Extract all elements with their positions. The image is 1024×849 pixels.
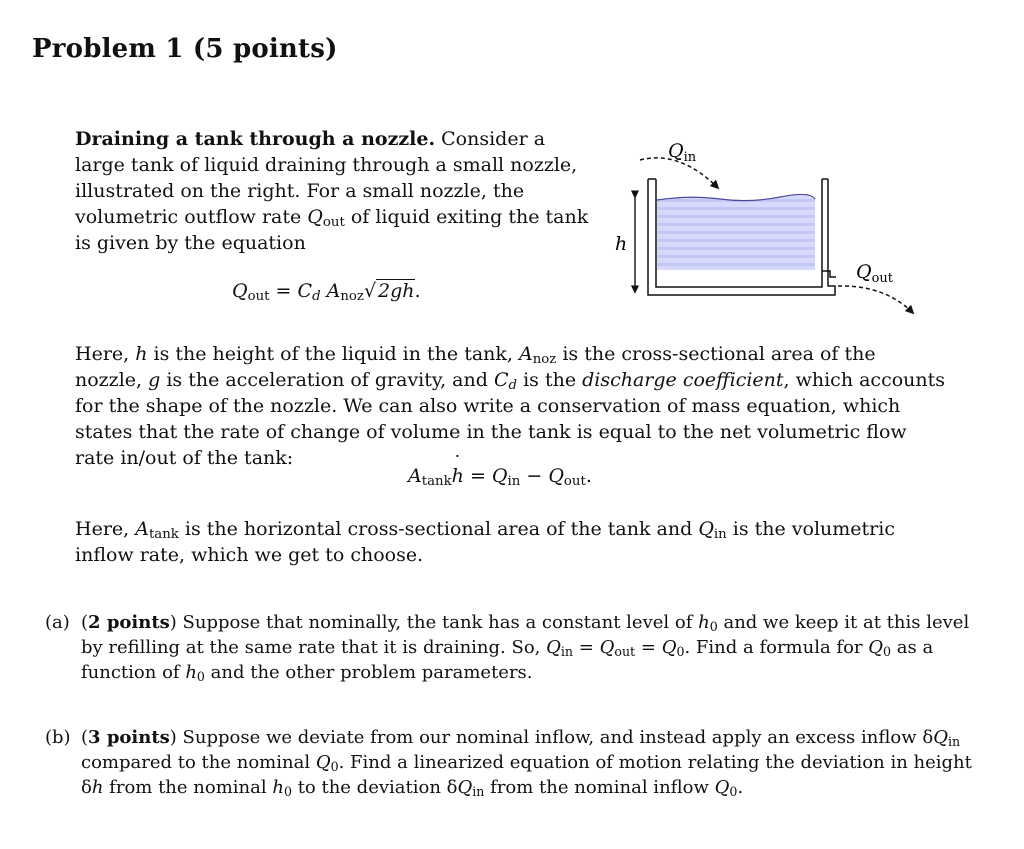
part-a: (a) (2 points) Suppose that nominally, the tank has a constant level of $h_0$ and we keep it at this level by refilling at the same rate that it is draining. So, $Q_{in} = Q_{out} = Q_0$. Find a formula for $Q_0$ as a function of $h_0$ and the other problem parameters. bbox=[45, 612, 970, 684]
inflow-arrow bbox=[640, 158, 718, 188]
mass-conservation-equation: $A_{tank}˙$ $h = Q_{in} - Q_{out}$. bbox=[408, 465, 592, 487]
h-label: h bbox=[615, 233, 628, 255]
emphasis-discharge-coefficient: discharge coefficient bbox=[582, 369, 784, 391]
part-b-label: (b) bbox=[45, 727, 71, 748]
part-b: (b) (3 points) Suppose we deviate from our nominal inflow, and instead apply an excess inflow $\delta Q_{in}$ compared to the nominal $Q_0$. Find a linearized equation of motion relating the deviation in height δh from the nominal $h_0$ to the deviation $\delta Q_{in}$ from the nominal inflow $Q_0$. bbox=[45, 727, 972, 799]
part-a-label: (a) bbox=[45, 612, 70, 633]
paragraph-tank-area: Here, $A_{tank}$ is the horizontal cross-sectional area of the tank and $Q_{in}$ is the volumetric inflow rate, which we get to choose. bbox=[75, 518, 895, 566]
intro-paragraph: Draining a tank through a nozzle. Consider a large tank of liquid draining through a small nozzle, illustrated on the right. For a small nozzle, the volumetric outflow rate $Q_{out}$ of liquid exiting the tank is given by the equation bbox=[75, 128, 589, 254]
problem-title: Problem 1 (5 points) bbox=[32, 34, 338, 64]
tank-diagram bbox=[610, 135, 930, 325]
intro-heading: Draining a tank through a nozzle. bbox=[75, 128, 436, 150]
outflow-equation: $Q_{out} = C_d$ $A_{noz}√$ 2gh. bbox=[232, 280, 421, 304]
outflow-arrow bbox=[838, 286, 913, 313]
liquid bbox=[657, 194, 815, 270]
q-out-label: $Q_{out}$ bbox=[856, 261, 894, 286]
paragraph-definitions: Here, h is the height of the liquid in the tank, $A_{noz}$ is the cross-sectional area of the nozzle, g is the acceleration of gravity, and $C_d$ is the discharge coefficient, which accounts for the shape of the nozzle. We can also write a conservation of mass equation, which states that the rate of change of volume in the tank is equal to the net volumetric flow rate in/out of the tank: bbox=[75, 343, 946, 469]
q-in-label: $Q_{in}$ bbox=[668, 140, 697, 165]
